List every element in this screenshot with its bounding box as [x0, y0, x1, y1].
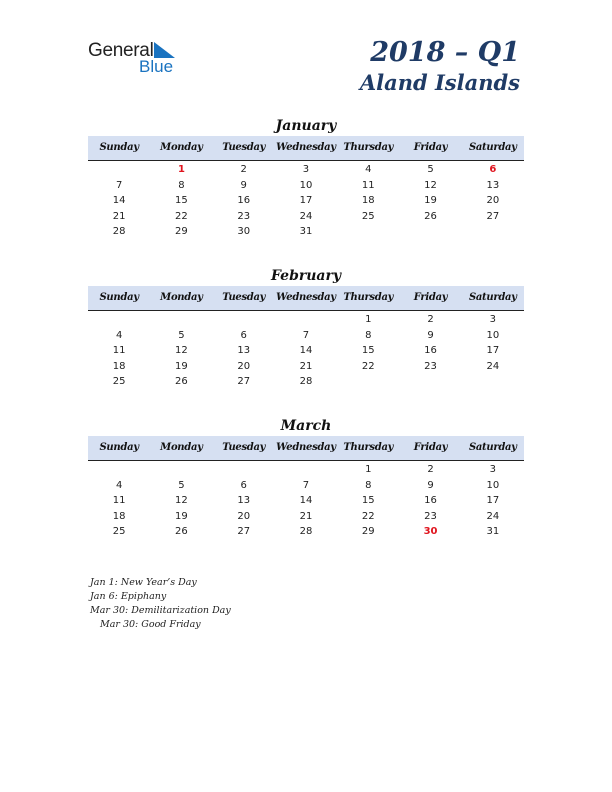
page-title [360, 37, 520, 97]
day-cell: 7 [302, 479, 310, 491]
weekday-header: Tuesday [222, 442, 266, 453]
day-cell: 29 [175, 226, 188, 237]
empty-day-cell [399, 224, 461, 240]
weekday-header: Thursday [343, 142, 394, 153]
weekday-header: Tuesday [222, 292, 266, 303]
day-cell: 23 [424, 510, 437, 522]
day-cell: 16 [424, 495, 437, 506]
day-cell: 26 [175, 376, 188, 387]
day-cell: 18 [361, 195, 375, 206]
holiday-notes [90, 576, 231, 632]
empty-day-cell [337, 224, 399, 240]
day-cell: 16 [424, 345, 437, 356]
empty-day-cell [275, 312, 337, 328]
week-row [88, 462, 524, 478]
empty-day-cell [337, 374, 399, 390]
day-cell: 1 [365, 464, 372, 475]
day-cell: 24 [486, 510, 500, 522]
day-cell: 20 [237, 360, 251, 372]
weekday-header: Saturday [468, 442, 517, 453]
week-row [88, 193, 524, 209]
day-cell: 6 [489, 164, 497, 175]
day-cell: 1 [365, 314, 372, 325]
day-cell: 28 [299, 376, 313, 387]
day-cell: 19 [175, 510, 188, 522]
day-cell: 2 [427, 464, 434, 475]
weekday-header: Wednesday [276, 292, 336, 303]
weekday-header-row [88, 136, 524, 161]
day-cell: 4 [115, 479, 123, 491]
day-cell: 27 [237, 376, 251, 387]
day-cell: 21 [299, 510, 313, 522]
empty-day-cell [213, 462, 275, 478]
month-name: January [275, 118, 337, 134]
month-name: February [270, 268, 341, 284]
day-cell: 3 [489, 464, 497, 475]
day-cell: 15 [175, 195, 188, 206]
week-row [88, 509, 524, 525]
day-cell: 12 [175, 495, 188, 506]
week-row [88, 328, 524, 344]
day-cell: 7 [302, 329, 310, 341]
weekday-header: Monday [160, 442, 203, 453]
holiday-note: Mar 30: Good Friday [100, 619, 201, 630]
day-cell: 5 [178, 329, 185, 341]
month-march [88, 416, 524, 540]
weekday-header: Sunday [99, 442, 139, 453]
day-cell: 10 [299, 179, 313, 191]
day-cell: 5 [178, 479, 185, 491]
weekday-header: Thursday [343, 292, 394, 303]
day-cell: 19 [424, 195, 437, 206]
day-cell: 9 [240, 179, 247, 191]
day-cell: 23 [424, 360, 437, 372]
empty-day-cell [88, 162, 150, 178]
day-cell: 10 [486, 479, 500, 491]
week-row [88, 343, 524, 359]
empty-day-cell [88, 312, 150, 328]
day-cell: 18 [112, 510, 126, 522]
empty-day-cell [150, 462, 212, 478]
day-cell: 25 [112, 376, 126, 387]
empty-day-cell [399, 374, 461, 390]
day-cell: 20 [237, 510, 251, 522]
day-cell: 30 [237, 226, 251, 237]
empty-day-cell [150, 312, 212, 328]
day-cell: 6 [240, 329, 247, 341]
week-row [88, 209, 524, 225]
week-row [88, 478, 524, 494]
month-february [88, 266, 524, 390]
week-row [88, 178, 524, 194]
day-cell: 23 [237, 210, 251, 222]
week-row [88, 524, 524, 540]
day-cell: 2 [427, 314, 434, 325]
day-cell: 18 [112, 360, 126, 372]
holiday-note: Mar 30: Demilitarization Day [90, 605, 231, 616]
day-cell: 11 [112, 495, 126, 506]
day-cell: 13 [486, 179, 500, 191]
day-cell: 11 [361, 179, 375, 191]
weekday-header: Friday [413, 142, 448, 153]
weekday-header: Monday [160, 292, 203, 303]
day-cell: 14 [299, 495, 313, 506]
day-cell: 26 [424, 210, 437, 222]
day-cell: 13 [237, 495, 251, 506]
weekday-header: Tuesday [222, 142, 266, 153]
weekday-header: Friday [413, 442, 448, 453]
week-row [88, 162, 524, 178]
week-row [88, 312, 524, 328]
day-cell: 26 [175, 526, 188, 537]
day-cell: 22 [175, 210, 188, 222]
month-name: March [280, 418, 332, 434]
day-cell: 29 [361, 526, 375, 537]
weekday-header: Sunday [99, 142, 139, 153]
weekday-header: Saturday [468, 142, 517, 153]
weekday-header: Wednesday [276, 442, 336, 453]
holiday-note: Jan 1: New Year’s Day [90, 577, 197, 588]
day-cell: 22 [361, 360, 375, 372]
day-cell: 24 [486, 360, 500, 372]
country-title: Aland Islands [359, 70, 520, 95]
quarter-title: 2018 – Q1 [370, 37, 520, 68]
day-cell: 17 [486, 345, 500, 356]
day-cell: 17 [486, 495, 500, 506]
day-cell: 7 [115, 179, 123, 191]
day-cell: 15 [361, 495, 375, 506]
weekday-header: Saturday [468, 292, 517, 303]
day-cell: 4 [365, 164, 372, 175]
day-cell: 14 [299, 345, 313, 356]
weekday-header: Friday [413, 292, 448, 303]
day-cell: 22 [361, 510, 375, 522]
weekday-header-row [88, 286, 524, 311]
day-cell: 28 [299, 526, 313, 537]
day-cell: 6 [240, 479, 247, 491]
day-cell: 31 [486, 526, 500, 537]
day-cell: 21 [299, 360, 313, 372]
day-cell: 19 [175, 360, 188, 372]
day-cell: 11 [112, 345, 126, 356]
weekday-header: Monday [160, 142, 203, 153]
day-cell: 27 [237, 526, 251, 537]
week-row [88, 493, 524, 509]
week-row [88, 224, 524, 240]
week-row [88, 359, 524, 375]
day-cell: 14 [112, 195, 126, 206]
week-row [88, 374, 524, 390]
logo-blue-text: Blue [139, 57, 174, 76]
month-january [88, 116, 524, 240]
day-cell: 25 [112, 526, 126, 537]
day-cell: 1 [177, 164, 185, 175]
day-cell: 21 [112, 210, 126, 222]
day-cell: 9 [427, 479, 434, 491]
day-cell: 16 [237, 195, 251, 206]
day-cell: 27 [486, 210, 500, 222]
day-cell: 12 [424, 179, 437, 191]
day-cell: 4 [115, 329, 123, 341]
day-cell: 20 [486, 195, 500, 206]
day-cell: 25 [361, 210, 375, 222]
day-cell: 3 [489, 314, 497, 325]
day-cell: 10 [486, 329, 500, 341]
empty-day-cell [462, 224, 524, 240]
day-cell: 3 [302, 164, 310, 175]
day-cell: 8 [365, 479, 372, 491]
weekday-header: Sunday [99, 292, 139, 303]
day-cell: 5 [427, 164, 434, 175]
day-cell: 24 [299, 210, 313, 222]
day-cell: 28 [112, 226, 126, 237]
day-cell: 8 [178, 179, 185, 191]
holiday-note: Jan 6: Epiphany [90, 591, 167, 602]
logo [88, 40, 188, 80]
day-cell: 30 [423, 526, 438, 537]
empty-day-cell [88, 462, 150, 478]
weekday-header-row [88, 436, 524, 461]
day-cell: 9 [427, 329, 434, 341]
day-cell: 12 [175, 345, 188, 356]
empty-day-cell [213, 312, 275, 328]
day-cell: 15 [361, 345, 375, 356]
day-cell: 17 [299, 195, 313, 206]
empty-day-cell [462, 374, 524, 390]
logo-general-text: General [88, 40, 154, 61]
day-cell: 2 [240, 164, 247, 175]
weekday-header: Wednesday [276, 142, 336, 153]
weekday-header: Thursday [343, 442, 394, 453]
day-cell: 31 [299, 226, 313, 237]
empty-day-cell [275, 462, 337, 478]
day-cell: 13 [237, 345, 251, 356]
day-cell: 8 [365, 329, 372, 341]
